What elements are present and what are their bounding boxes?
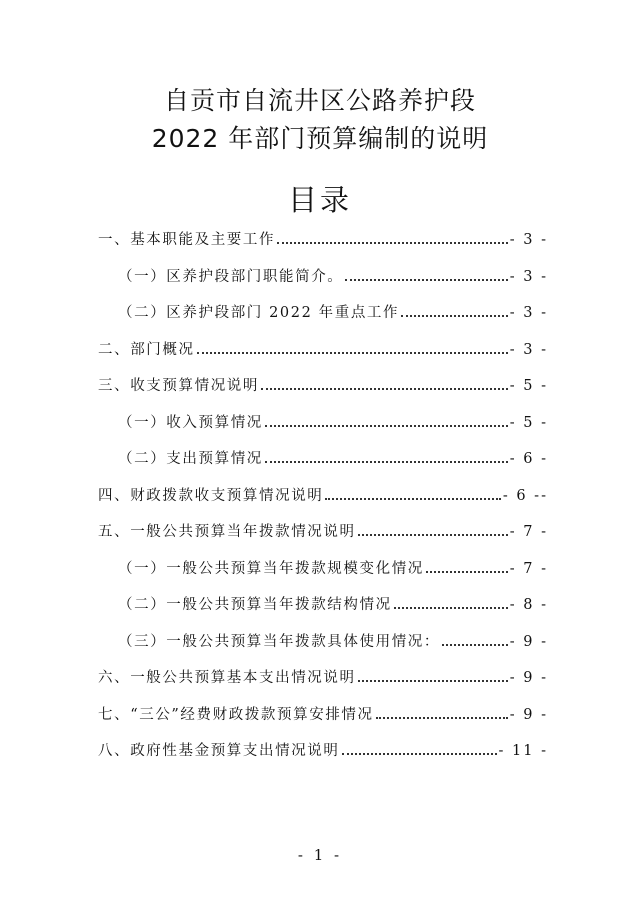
toc-heading: 目录 — [287, 183, 352, 217]
dot-leader — [358, 680, 508, 682]
dot-leader — [265, 461, 508, 463]
toc-entry-label: 三、收支预算情况说明 — [98, 378, 259, 394]
toc-entry-page: - 11 - — [498, 743, 548, 759]
document-title-line-2: 2022 年部门预算编制的说明 — [151, 124, 489, 153]
toc-entry-label: 二、部门概况 — [98, 341, 195, 358]
toc-entry[interactable] — [118, 557, 548, 581]
toc-entry-page: - 9 - — [509, 670, 548, 686]
dot-leader — [342, 753, 497, 755]
toc-entry[interactable] — [118, 411, 548, 435]
toc-entry[interactable] — [98, 484, 548, 508]
page-number: - 1 - — [297, 846, 343, 864]
toc-entry[interactable] — [98, 520, 548, 544]
dot-leader — [358, 534, 508, 536]
dot-leader — [277, 242, 508, 244]
toc-entry-page: - 6 - — [509, 451, 548, 467]
toc-entry-page: - 9 - — [509, 633, 548, 650]
toc-entry-page: - 6 -- — [502, 487, 548, 504]
toc-entry-label: （二）支出预算情况 — [118, 451, 263, 467]
dot-leader — [394, 607, 508, 609]
toc-entry[interactable] — [98, 703, 548, 727]
document-title-line-1: 自贡市自流井区公路养护段 — [163, 86, 476, 115]
toc-entry-page: - 3 - — [509, 305, 548, 321]
dot-leader — [261, 388, 508, 390]
dot-leader — [426, 571, 508, 573]
toc-entry-page: - 5 - — [509, 414, 548, 431]
toc-entry[interactable] — [118, 301, 548, 325]
toc-entry-label: （二）区养护段部门 2022 年重点工作 — [118, 305, 400, 321]
toc-entry-label: 八、政府性基金预算支出情况说明 — [98, 743, 340, 759]
dot-leader — [401, 315, 508, 317]
toc-entry-page: - 5 - — [509, 378, 548, 394]
toc-entry-label: （一）收入预算情况 — [118, 414, 263, 431]
toc-entry-label: 五、一般公共预算当年拨款情况说明 — [98, 524, 356, 540]
toc-entry[interactable] — [98, 338, 548, 362]
toc-entry-page: - 7 - — [509, 560, 548, 577]
toc-entry[interactable] — [118, 630, 548, 654]
toc-entry-page: - 3 - — [509, 232, 548, 248]
toc-entry[interactable] — [118, 447, 548, 471]
toc-entry-label: （一）区养护段部门职能简介。 — [118, 268, 344, 285]
dot-leader — [442, 644, 508, 646]
toc-entry[interactable] — [98, 228, 548, 252]
toc-entry-page: - 9 - — [509, 706, 548, 723]
dot-leader — [376, 717, 508, 719]
toc-entry-label: 七、“三公”经费财政拨款预算安排情况 — [98, 706, 374, 723]
dot-leader — [197, 352, 508, 354]
dot-leader — [345, 279, 507, 281]
toc-entry-label: （二）一般公共预算当年拨款结构情况 — [118, 597, 392, 613]
toc-entry-label: 六、一般公共预算基本支出情况说明 — [98, 670, 356, 686]
toc-entry-page: - 3 - — [509, 268, 548, 285]
toc-entry[interactable] — [98, 739, 548, 763]
toc-entry[interactable] — [98, 374, 548, 398]
toc-entry[interactable] — [118, 593, 548, 617]
toc-entry-page: - 8 - — [509, 597, 548, 613]
toc-entry-label: 四、财政拨款收支预算情况说明 — [98, 487, 324, 504]
toc-entry-page: - 7 - — [509, 524, 548, 540]
dot-leader — [325, 498, 500, 500]
toc-entry[interactable] — [98, 666, 548, 690]
dot-leader — [265, 425, 508, 427]
toc-entry-label: 一、基本职能及主要工作 — [98, 232, 276, 248]
toc-entry[interactable] — [118, 265, 548, 289]
toc-entry-label: （三）一般公共预算当年拨款具体使用情况： — [118, 633, 440, 650]
toc-entry-page: - 3 - — [509, 341, 548, 358]
toc-entry-label: （一）一般公共预算当年拨款规模变化情况 — [118, 560, 424, 577]
